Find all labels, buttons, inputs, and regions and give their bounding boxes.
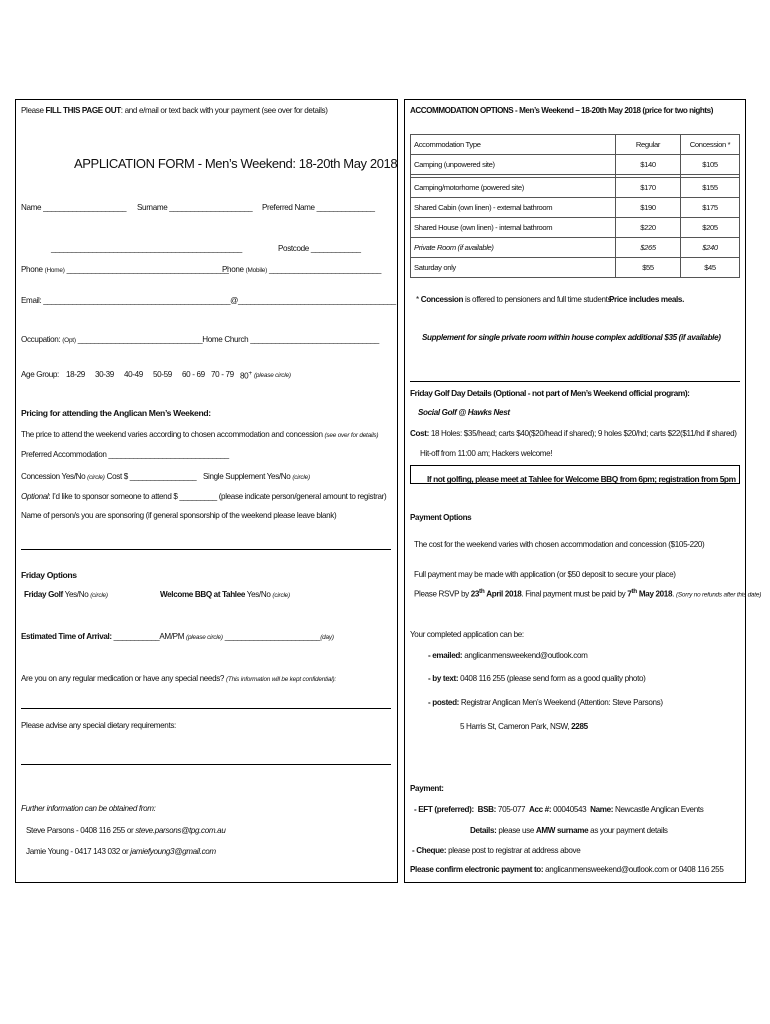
- dietary-question: Please advise any special dietary requirements:: [21, 721, 176, 730]
- age-option[interactable]: 50-59: [153, 370, 172, 379]
- friday-golf-option[interactable]: Friday Golf Yes/No (circle): [24, 590, 108, 599]
- golf-venue: Social Golf @ Hawks Nest: [418, 408, 510, 417]
- accommodation-heading: ACCOMMODATION OPTIONS - Men’s Weekend – 18-20th May 2018 (price for two nights): [410, 106, 713, 115]
- table-row: [411, 238, 740, 258]
- payment-reference: Details: please use AMW surname as your payment details: [470, 826, 668, 835]
- table-header: Concession *: [681, 135, 740, 155]
- accommodation-table: [410, 134, 740, 278]
- age-option[interactable]: 70 - 79: [211, 370, 234, 379]
- price-includes-meals: Price includes meals.: [609, 295, 684, 304]
- home-phone-field[interactable]: Phone (Home) _______________________________________: [21, 265, 229, 274]
- table-row: [411, 178, 740, 198]
- submit-by-email: - emailed: anglicanmensweekend@outlook.com: [428, 651, 588, 660]
- supplement-note: Supplement for single private room within house complex additional $35 (if available): [422, 333, 721, 342]
- sponsor-field[interactable]: Optional: I’d like to sponsor someone to attend $ _________ (please indicate person/general amount to registrar): [21, 492, 387, 501]
- age-option[interactable]: 30-39: [95, 370, 114, 379]
- age-circle-note: (please circle): [254, 372, 291, 379]
- golf-hitoff: Hit-off from 11:00 am; Hackers welcome!: [420, 449, 553, 458]
- concession-price: $105: [681, 155, 740, 175]
- table-header: Regular: [616, 135, 681, 155]
- table-row: [411, 198, 740, 218]
- preferred-name-field[interactable]: Preferred Name ______________: [262, 203, 375, 212]
- regular-price: $190: [616, 198, 681, 218]
- regular-price: $220: [616, 218, 681, 238]
- submit-by-post: - posted: Registrar Anglican Men’s Weekend (Attention: Steve Parsons): [428, 698, 663, 707]
- occupation-church-field[interactable]: Occupation: (Opt) ______________________________Home Church _______________________________: [21, 335, 379, 344]
- concession-price: $240: [681, 238, 740, 258]
- further-info-heading: Further information can be obtained from:: [21, 804, 156, 813]
- sponsoring-label: Name of person/s you are sponsoring (if general sponsorship of the weekend please leave blank): [21, 511, 337, 520]
- age-option[interactable]: 18-29: [66, 370, 85, 379]
- full-payment-note: Full payment may be made with application (or $50 deposit to secure your place): [414, 570, 676, 579]
- golf-section-divider: [410, 381, 740, 382]
- golf-cost: Cost: 18 Holes: $35/head; carts $40($20/head if shared); 9 holes $20/hd; carts $22($11/hd if shared): [410, 429, 737, 438]
- concession-note: * Concession is offered to pensioners and full time students.: [416, 295, 614, 304]
- fill-page-note: Please FILL THIS PAGE OUT: and e/mail or text back with your payment (see over for details): [21, 106, 328, 115]
- contact-jamie: Jamie Young - 0417 143 032 or jamiefyoung3@gmail.com: [26, 847, 216, 856]
- age-option[interactable]: 40-49: [124, 370, 143, 379]
- age-option[interactable]: 60 - 69: [182, 370, 205, 379]
- surname-field[interactable]: Surname ____________________: [137, 203, 253, 212]
- pricing-heading: Pricing for attending the Anglican Men’s Weekend:: [21, 408, 211, 418]
- concession-price: $155: [681, 178, 740, 198]
- confirm-payment: Please confirm electronic payment to: anglicanmensweekend@outlook.com or 0408 116 255: [410, 865, 724, 874]
- concession-price: $45: [681, 258, 740, 278]
- accommodation-type: Camping (unpowered site): [411, 155, 616, 175]
- accommodation-type: Private Room (if available): [411, 238, 616, 258]
- email-field[interactable]: Email: _____________________________________________@______________________________________: [21, 296, 396, 305]
- preferred-accommodation-field[interactable]: Preferred Accommodation _____________________________: [21, 450, 229, 459]
- accommodation-type: Shared House (own linen) - internal bathroom: [411, 218, 616, 238]
- arrival-time-field[interactable]: Estimated Time of Arrival: ___________AM/PM (please circle) _______________________(day): [21, 632, 334, 641]
- bbq-notice: If not golfing, please meet at Tahlee for Welcome BBQ from 6pm; registration from 5pm: [410, 465, 740, 484]
- table-header-row: [411, 135, 740, 155]
- table-header: Accommodation Type: [411, 135, 616, 155]
- payment-cost-note: The cost for the weekend varies with chosen accommodation and concession ($105-220): [414, 540, 705, 549]
- concession-field[interactable]: Concession Yes/No (circle) Cost $ ________________: [21, 472, 197, 481]
- cheque-details: - Cheque: please post to registrar at address above: [412, 846, 581, 855]
- regular-price: $140: [616, 155, 681, 175]
- table-row: [411, 258, 740, 278]
- regular-price: $55: [616, 258, 681, 278]
- accommodation-type: Shared Cabin (own linen) - external bathroom: [411, 198, 616, 218]
- table-row: [411, 155, 740, 175]
- pricing-text: The price to attend the weekend varies according to chosen accommodation and concession (see over for details): [21, 430, 379, 439]
- rsvp-note: Please RSVP by 23th April 2018. Final payment must be paid by 7th May 2018. (Sorry no refunds after this date): [414, 588, 762, 599]
- age-option[interactable]: 80+: [240, 370, 252, 381]
- golf-heading: Friday Golf Day Details (Optional - not part of Men’s Weekend official program):: [410, 388, 690, 398]
- address-field[interactable]: ______________________________________________: [51, 244, 242, 253]
- application-form-panel: [15, 99, 398, 883]
- friday-options-heading: Friday Options: [21, 570, 77, 580]
- table-row: [411, 218, 740, 238]
- form-title: APPLICATION FORM - Men’s Weekend: 18-20th May 2018: [74, 156, 398, 171]
- medication-line[interactable]: [21, 708, 391, 709]
- medication-question: Are you on any regular medication or have any special needs? (This information will be kept confidential):: [21, 674, 336, 683]
- concession-price: $205: [681, 218, 740, 238]
- payment-options-heading: Payment Options: [410, 513, 472, 522]
- postcode-field[interactable]: Postcode ____________: [278, 244, 361, 253]
- contact-steve: Steve Parsons - 0408 116 255 or steve.parsons@tpg.com.au: [26, 826, 226, 835]
- accommodation-type: Camping/motorhome (powered site): [411, 178, 616, 198]
- payment-heading: Payment:: [410, 784, 444, 793]
- mobile-phone-field[interactable]: Phone (Mobile) ___________________________: [222, 265, 382, 274]
- concession-price: $175: [681, 198, 740, 218]
- postal-address: 5 Harris St, Cameron Park, NSW, 2285: [460, 722, 588, 731]
- welcome-bbq-option[interactable]: Welcome BBQ at Tahlee Yes/No (circle): [160, 590, 290, 599]
- dietary-line[interactable]: [21, 764, 391, 765]
- single-supplement-field[interactable]: Single Supplement Yes/No (circle): [203, 472, 310, 481]
- sponsoring-line[interactable]: [21, 549, 391, 550]
- completed-intro: Your completed application can be:: [410, 630, 524, 639]
- accommodation-type: Saturday only: [411, 258, 616, 278]
- regular-price: $265: [616, 238, 681, 258]
- age-group-label: Age Group:: [21, 370, 59, 379]
- regular-price: $170: [616, 178, 681, 198]
- submit-by-text: - by text: 0408 116 255 (please send form as a good quality photo): [428, 674, 646, 683]
- eft-details: - EFT (preferred): BSB: 705-077 Acc #: 00040543 Name: Newcastle Anglican Events: [414, 805, 704, 814]
- name-fields[interactable]: Name ____________________: [21, 203, 127, 212]
